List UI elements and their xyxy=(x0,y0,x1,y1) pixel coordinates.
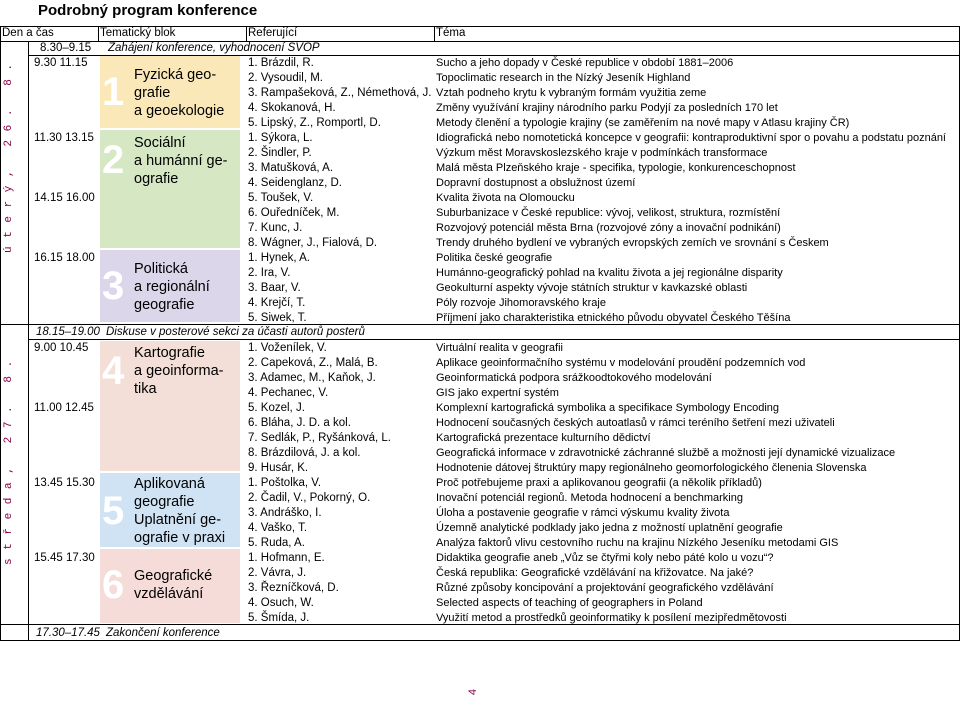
talk-topic: Metody členění a typologie krajiny (se zaměřením na nové mapy v Atlasu krajiny ČR) xyxy=(436,117,850,129)
header-block: Tematický blok xyxy=(100,27,176,39)
speaker: 1. Brázdil, R. xyxy=(248,57,314,69)
page-number: 4 xyxy=(467,688,480,696)
speaker: 2. Capeková, Z., Malá, B. xyxy=(248,357,378,369)
speaker: 8. Wágner, J., Fialová, D. xyxy=(248,237,378,249)
talk-topic: Proč potřebujeme praxi a aplikovanou geografii (a několik příkladů) xyxy=(436,477,762,489)
block-1 xyxy=(100,56,240,128)
talk-topic: Příjmení jako charakteristika etnického původu obyvatel Českého Těšína xyxy=(436,312,791,324)
talk-topic: Inovační potenciál regionů. Metoda hodnocení a benchmarking xyxy=(436,492,743,504)
speaker: 4. Pechanec, V. xyxy=(248,387,329,399)
speaker: 3. Adamec, M., Kaňok, J. xyxy=(248,372,376,384)
speaker: 5. Šmída, J. xyxy=(248,612,310,624)
day-label-wednesday: s t ř e d a , 2 7 . 8 . xyxy=(3,359,15,565)
talk-topic: Kartografická prezentace kulturního dědictví xyxy=(436,432,651,444)
block-number: 4 xyxy=(102,349,125,393)
talk-topic: Geoinformatická podpora srážkoodtokového modelování xyxy=(436,372,712,384)
block-number: 1 xyxy=(102,70,125,114)
speaker: 2. Vysoudil, M. xyxy=(248,72,323,84)
talk-topic: Různé způsoby koncipování a projektování geografického vzdělávání xyxy=(436,582,774,594)
speaker: 2. Šindler, P. xyxy=(248,147,312,159)
talk-topic: Komplexní kartografická symbolika a specifikace Symbology Encoding xyxy=(436,402,779,414)
speaker: 1. Voženílek, V. xyxy=(248,342,327,354)
speaker: 5. Siwek, T. xyxy=(248,312,307,324)
speaker: 3. Matušková, A. xyxy=(248,162,334,174)
speaker: 6. Bláha, J. D. a kol. xyxy=(248,417,351,429)
talk-topic: Geografická informace v zdravotnické záchranné službě a možnosti její dynamické vizualizace xyxy=(436,447,896,459)
talk-topic: Idiografická nebo nomotetická koncepce v geografii: kontraproduktivní spor o povahu a podstatu poznání xyxy=(436,132,946,144)
block-number: 5 xyxy=(102,489,125,533)
talk-topic: Trendy druhého bydlení ve vybraných evropských zemích ve srovnání s Českem xyxy=(436,237,829,249)
opening-text: Zahájení konference, vyhodnocení SVOP xyxy=(108,42,320,54)
talk-topic: Změny využívání krajiny národního parku Podyjí za posledních 170 let xyxy=(436,102,778,114)
closing-text: Zakončení konference xyxy=(106,627,220,639)
talk-topic: Kvalita života na Olomoucku xyxy=(436,192,575,204)
talk-topic: Malá města Plzeňského kraje - specifika, typologie, konkurenceschopnost xyxy=(436,162,796,174)
speaker: 9. Husár, K. xyxy=(248,462,309,474)
speaker: 3. Rampašeková, Z., Némethová, J. xyxy=(248,87,432,99)
block-3 xyxy=(100,250,240,322)
talk-topic: Využití metod a prostředků geoinformatiky k posílení mezipředmětovosti xyxy=(436,612,787,624)
speaker: 1. Sýkora, L. xyxy=(248,132,313,144)
block-4 xyxy=(100,341,240,471)
block-name: Aplikovaná geografie Uplatnění ge- ografie v praxi xyxy=(134,476,226,546)
talk-topic: Suburbanizace v České republice: vývoj, velikost, struktura, rozmístění xyxy=(436,207,781,219)
speaker: 2. Ira, V. xyxy=(248,267,291,279)
talk-topic: Dopravní dostupnost a obslužnost území xyxy=(436,177,636,189)
speaker: 5. Toušek, V. xyxy=(248,192,314,204)
block-number: 6 xyxy=(102,563,125,607)
session-time: 9.30 11.15 xyxy=(34,57,88,69)
opening-time: 8.30–9.15 xyxy=(40,42,92,54)
page-title: Podrobný program konference xyxy=(38,2,258,19)
speaker: 1. Poštolka, V. xyxy=(248,477,322,489)
talk-topic: Geokulturní aspekty vývoje státních struktur v kavkazské oblasti xyxy=(436,282,748,294)
talk-topic: Humánno-geografický pohlad na kvalitu života a jej regionálne disparity xyxy=(436,267,783,279)
talk-topic: Česká republika: Geografické vzdělávání na křižovatce. Na jaké? xyxy=(436,567,754,579)
speaker: 3. Baar, V. xyxy=(248,282,301,294)
block-name: Fyzická geo- grafie a geoekologie xyxy=(134,67,225,119)
speaker: 2. Vávra, J. xyxy=(248,567,307,579)
speaker: 1. Hofmann, E. xyxy=(248,552,325,564)
block-6 xyxy=(100,549,240,623)
block-name: Sociální a humánní ge- ografie xyxy=(134,135,228,187)
speaker: 4. Krejčí, T. xyxy=(248,297,306,309)
talk-topic: Didaktika geografie aneb „Vůz se čtyřmi koly nebo páté kolo u vozu“? xyxy=(436,552,774,564)
session-time: 11.30 13.15 xyxy=(34,132,94,144)
poster-time: 18.15–19.00 xyxy=(36,326,100,338)
block-name: Politická a regionální geografie xyxy=(134,261,210,313)
session-time: 11.00 12.45 xyxy=(34,402,94,414)
speaker: 2. Čadil, V., Pokorný, O. xyxy=(248,492,371,504)
block-number: 2 xyxy=(102,138,125,182)
talk-topic: GIS jako expertní systém xyxy=(436,387,559,399)
speaker: 5. Ruda, A. xyxy=(248,537,305,549)
session-time: 15.45 17.30 xyxy=(34,552,95,564)
session-time: 9.00 10.45 xyxy=(34,342,89,354)
closing-time: 17.30–17.45 xyxy=(36,627,100,639)
speaker: 6. Ouředníček, M. xyxy=(248,207,340,219)
speaker: 7. Sedlák, P., Ryšánková, L. xyxy=(248,432,391,444)
block-5 xyxy=(100,473,240,547)
talk-topic: Politika české geografie xyxy=(436,252,553,264)
block-number: 3 xyxy=(102,264,125,308)
speaker: 3. Řezníčková, D. xyxy=(248,582,339,594)
talk-topic: Rozvojový potenciál města Brna (rozvojové zóny a inovační podnikání) xyxy=(436,222,781,234)
talk-topic: Topoclimatic research in the Nízký Jeseník Highland xyxy=(436,72,691,84)
header-topic: Téma xyxy=(436,27,466,39)
speaker: 5. Lipský, Z., Romportl, D. xyxy=(248,117,381,129)
speaker: 4. Skokanová, H. xyxy=(248,102,336,114)
speaker: 8. Brázdilová, J. a kol. xyxy=(248,447,361,459)
talk-topic: Virtuální realita v geografii xyxy=(436,342,563,354)
speaker: 4. Osuch, W. xyxy=(248,597,314,609)
block-name: Kartografie a geoinforma- tika xyxy=(134,345,224,397)
talk-topic: Územně analytické podklady jako jedna z možností uplatnění geografie xyxy=(436,522,783,534)
block-2 xyxy=(100,130,240,248)
speaker: 3. Andráško, I. xyxy=(248,507,322,519)
talk-topic: Vztah podneho krytu k vybraným formám využitia zeme xyxy=(436,87,707,99)
block-name: Geografické vzdělávání xyxy=(134,568,213,602)
session-time: 14.15 16.00 xyxy=(34,192,95,204)
talk-topic: Hodnocení současných českých autoatlasů v rámci teréního šetření mezi uživateli xyxy=(436,417,835,429)
talk-topic: Hodnotenie dátovej štruktúry mapy regionálneho geomorfologického členenia Slovenska xyxy=(436,462,867,474)
speaker: 7. Kunc, J. xyxy=(248,222,303,234)
talk-topic: Výzkum měst Moravskoslezského kraje v podmínkách transformace xyxy=(436,147,768,159)
speaker: 5. Kozel, J. xyxy=(248,402,305,414)
talk-topic: Selected aspects of teaching of geographers in Poland xyxy=(436,597,703,609)
speaker: 4. Vaško, T. xyxy=(248,522,308,534)
header-speakers: Referující xyxy=(248,27,298,39)
day-label-tuesday: ú t e r ý , 2 6 . 8 . xyxy=(3,62,15,253)
talk-topic: Póly rozvoje Jihomoravského kraje xyxy=(436,297,606,309)
session-time: 13.45 15.30 xyxy=(34,477,95,489)
session-time: 16.15 18.00 xyxy=(34,252,95,264)
talk-topic: Sucho a jeho dopady v České republice v období 1881–2006 xyxy=(436,57,734,69)
talk-topic: Úloha a postavenie geografie v rámci výskumu kvality života xyxy=(436,507,730,519)
poster-text: Diskuse v posterové sekci za účasti autorů posterů xyxy=(106,326,365,338)
speaker: 4. Seidenglanz, D. xyxy=(248,177,342,189)
header-day-time: Den a čas xyxy=(2,27,54,39)
speaker: 1. Hynek, A. xyxy=(248,252,311,264)
talk-topic: Analýza faktorů vlivu cestovního ruchu na krajinu Nízkého Jeseníku metodami GIS xyxy=(436,537,839,549)
talk-topic: Aplikace geoinformačního systému v modelování proudění podzemních vod xyxy=(436,357,806,369)
